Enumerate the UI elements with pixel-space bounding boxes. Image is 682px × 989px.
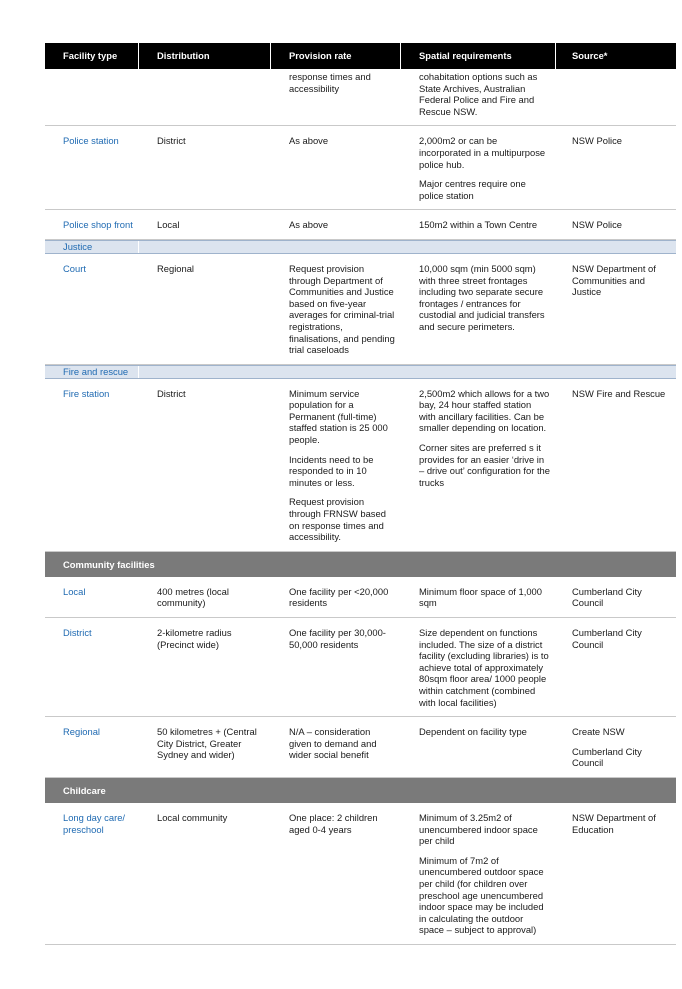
facility-standards-table: [45, 43, 676, 945]
spatial-requirements-cell: [401, 69, 556, 125]
column-header-spatial-requirements: Spatial requirements: [401, 43, 556, 69]
facility-type-cell: Police shop front: [63, 219, 133, 231]
facility-type-cell: Court: [63, 262, 86, 274]
table-row: [45, 803, 676, 945]
source-paragraph: NSW Fire and Rescue: [572, 387, 666, 399]
category-band-row: [45, 778, 676, 803]
provision-rate-cell: [271, 618, 401, 716]
spatial-requirements-paragraph: 150m2 within a Town Centre: [419, 219, 538, 231]
distribution-cell: Local community: [157, 811, 228, 823]
source-paragraph: NSW Police: [572, 135, 623, 147]
source-cell: [556, 379, 676, 551]
table-row: [45, 210, 676, 240]
source-cell: [556, 717, 676, 777]
source-paragraph: NSW Department of Communities and Justice: [572, 262, 656, 298]
distribution-cell: Regional: [157, 262, 195, 274]
column-header-source: Source*: [572, 50, 608, 62]
spatial-requirements-paragraph: Size dependent on functions included. The size of a district facility (excluding libraries) is to achieve total of approximately 80sqm floor area/ 1000 people within catchment (combined with local facilities): [419, 627, 549, 708]
distribution-cell: District: [157, 387, 186, 399]
column-header-distribution: Distribution: [139, 43, 271, 69]
spatial-requirements-paragraph: Minimum floor space of 1,000 sqm: [419, 585, 542, 609]
distribution-cell: 50 kilometres + (Central City District, Greater Sydney and wider): [157, 726, 257, 761]
table-row: [45, 69, 676, 126]
section-label: Fire and rescue: [45, 366, 139, 378]
distribution-cell: [139, 69, 271, 125]
table-row: [45, 577, 676, 618]
distribution-cell: 400 metres (local community): [157, 585, 229, 609]
source-cell: [556, 210, 676, 239]
spatial-requirements-paragraph: Major centres require one police station: [419, 178, 526, 201]
spatial-requirements-cell: [401, 126, 556, 209]
spatial-requirements-paragraph: 2,000m2 or can be incorporated in a multipurpose police hub.: [419, 135, 546, 170]
table-row: [45, 717, 676, 778]
provision-rate-cell: [271, 69, 401, 125]
spatial-requirements-cell: [401, 210, 556, 239]
distribution-cell: 2-kilometre radius (Precinct wide): [157, 627, 232, 650]
provision-rate-paragraph: Request provision through FRNSW based on response times and accessibility.: [289, 496, 386, 543]
spatial-requirements-cell: [401, 618, 556, 716]
provision-rate-cell: [271, 254, 401, 364]
provision-rate-cell: [271, 717, 401, 777]
facility-type-cell: Regional: [63, 726, 101, 738]
section-filler: [139, 241, 676, 253]
provision-rate-paragraph: N/A – consideration given to demand and wider social benefit: [289, 726, 377, 761]
source-cell: [556, 803, 676, 944]
spatial-requirements-cell: [401, 379, 556, 551]
source-cell: [556, 618, 676, 716]
table-row: [45, 618, 676, 717]
spatial-requirements-cell: [401, 577, 556, 617]
category-band-label: Childcare: [63, 784, 106, 796]
spatial-requirements-paragraph: Corner sites are preferred s it provides for an easier ‘drive in – drive out’ configuration for the trucks: [419, 442, 550, 488]
spatial-requirements-paragraph: Minimum of 3.25m2 of unencumbered indoor space per child: [419, 811, 538, 847]
spatial-requirements-paragraph: Minimum of 7m2 of unencumbered outdoor space per child (for children over preschool age unencumbered indoor space may be included in calculating the outdoor space – subject to approval): [419, 854, 544, 936]
section-row: [45, 240, 676, 254]
spatial-requirements-paragraph: 2,500m2 which allows for a two bay, 24 hour staffed station with ancillary facilities. Can be smaller depending on location.: [419, 387, 550, 434]
source-paragraph: Cumberland City Council: [572, 627, 642, 650]
facility-type-cell: Fire station: [63, 387, 110, 399]
provision-rate-paragraph: response times and accessibility: [289, 71, 371, 94]
spatial-requirements-cell: [401, 803, 556, 944]
distribution-cell: District: [157, 135, 186, 147]
facility-type-cell: District: [63, 627, 92, 638]
category-band-label: Community facilities: [63, 558, 155, 570]
provision-rate-paragraph: Request provision through Department of Communities and Justice based on five-year averages for criminal-trial registrations, finalisations, and pending trial caseloads: [289, 262, 395, 356]
section-label: Justice: [45, 241, 139, 253]
spatial-requirements-paragraph: 10,000 sqm (min 5000 sqm) with three street frontages including two separate secure frontages / entrances for custodial and judicial transfers and secure perimeters.: [419, 262, 545, 332]
section-filler: [139, 366, 676, 378]
source-cell: [556, 254, 676, 364]
section-row: [45, 365, 676, 379]
column-header-facility-type: Facility type: [45, 43, 139, 69]
table-header-row: [45, 43, 676, 69]
spatial-requirements-paragraph: Dependent on facility type: [419, 726, 527, 738]
table-row: [45, 126, 676, 210]
provision-rate-paragraph: One facility per <20,000 residents: [289, 585, 389, 609]
provision-rate-paragraph: Incidents need to be responded to in 10 minutes or less.: [289, 453, 374, 488]
source-paragraph: Create NSW: [572, 726, 625, 738]
provision-rate-cell: [271, 126, 401, 209]
spatial-requirements-cell: [401, 717, 556, 777]
source-paragraph: Cumberland City Council: [572, 585, 642, 609]
provision-rate-cell: [271, 577, 401, 617]
provision-rate-cell: [271, 210, 401, 239]
table-body: [45, 69, 676, 945]
facility-type-cell: Police station: [63, 135, 119, 147]
source-cell: [556, 577, 676, 617]
source-paragraph: NSW Police: [572, 219, 623, 231]
facility-type-cell: Long day care/ preschool: [63, 811, 126, 835]
distribution-cell: Local: [157, 219, 180, 231]
provision-rate-paragraph: As above: [289, 219, 329, 231]
category-band-row: [45, 552, 676, 577]
provision-rate-cell: [271, 379, 401, 551]
provision-rate-paragraph: Minimum service population for a Permanent (full-time) staffed station is 25 000 people.: [289, 387, 388, 446]
spatial-requirements-cell: [401, 254, 556, 364]
spatial-requirements-paragraph: cohabitation options such as State Archives, Australian Federal Police and Fire and Rescue NSW.: [419, 71, 538, 117]
facility-type-cell: Local: [63, 585, 86, 597]
provision-rate-cell: [271, 803, 401, 944]
column-header-provision-rate: Provision rate: [271, 43, 401, 69]
source-paragraph: Cumberland City Council: [572, 745, 642, 769]
source-paragraph: NSW Department of Education: [572, 811, 656, 835]
table-row: [45, 379, 676, 552]
source-cell: [556, 126, 676, 209]
provision-rate-paragraph: One place: 2 children aged 0-4 years: [289, 811, 378, 835]
source-cell: [556, 69, 676, 125]
provision-rate-paragraph: One facility per 30,000-50,000 residents: [289, 627, 386, 650]
provision-rate-paragraph: As above: [289, 135, 329, 147]
table-row: [45, 254, 676, 365]
facility-type-cell: [45, 69, 139, 125]
